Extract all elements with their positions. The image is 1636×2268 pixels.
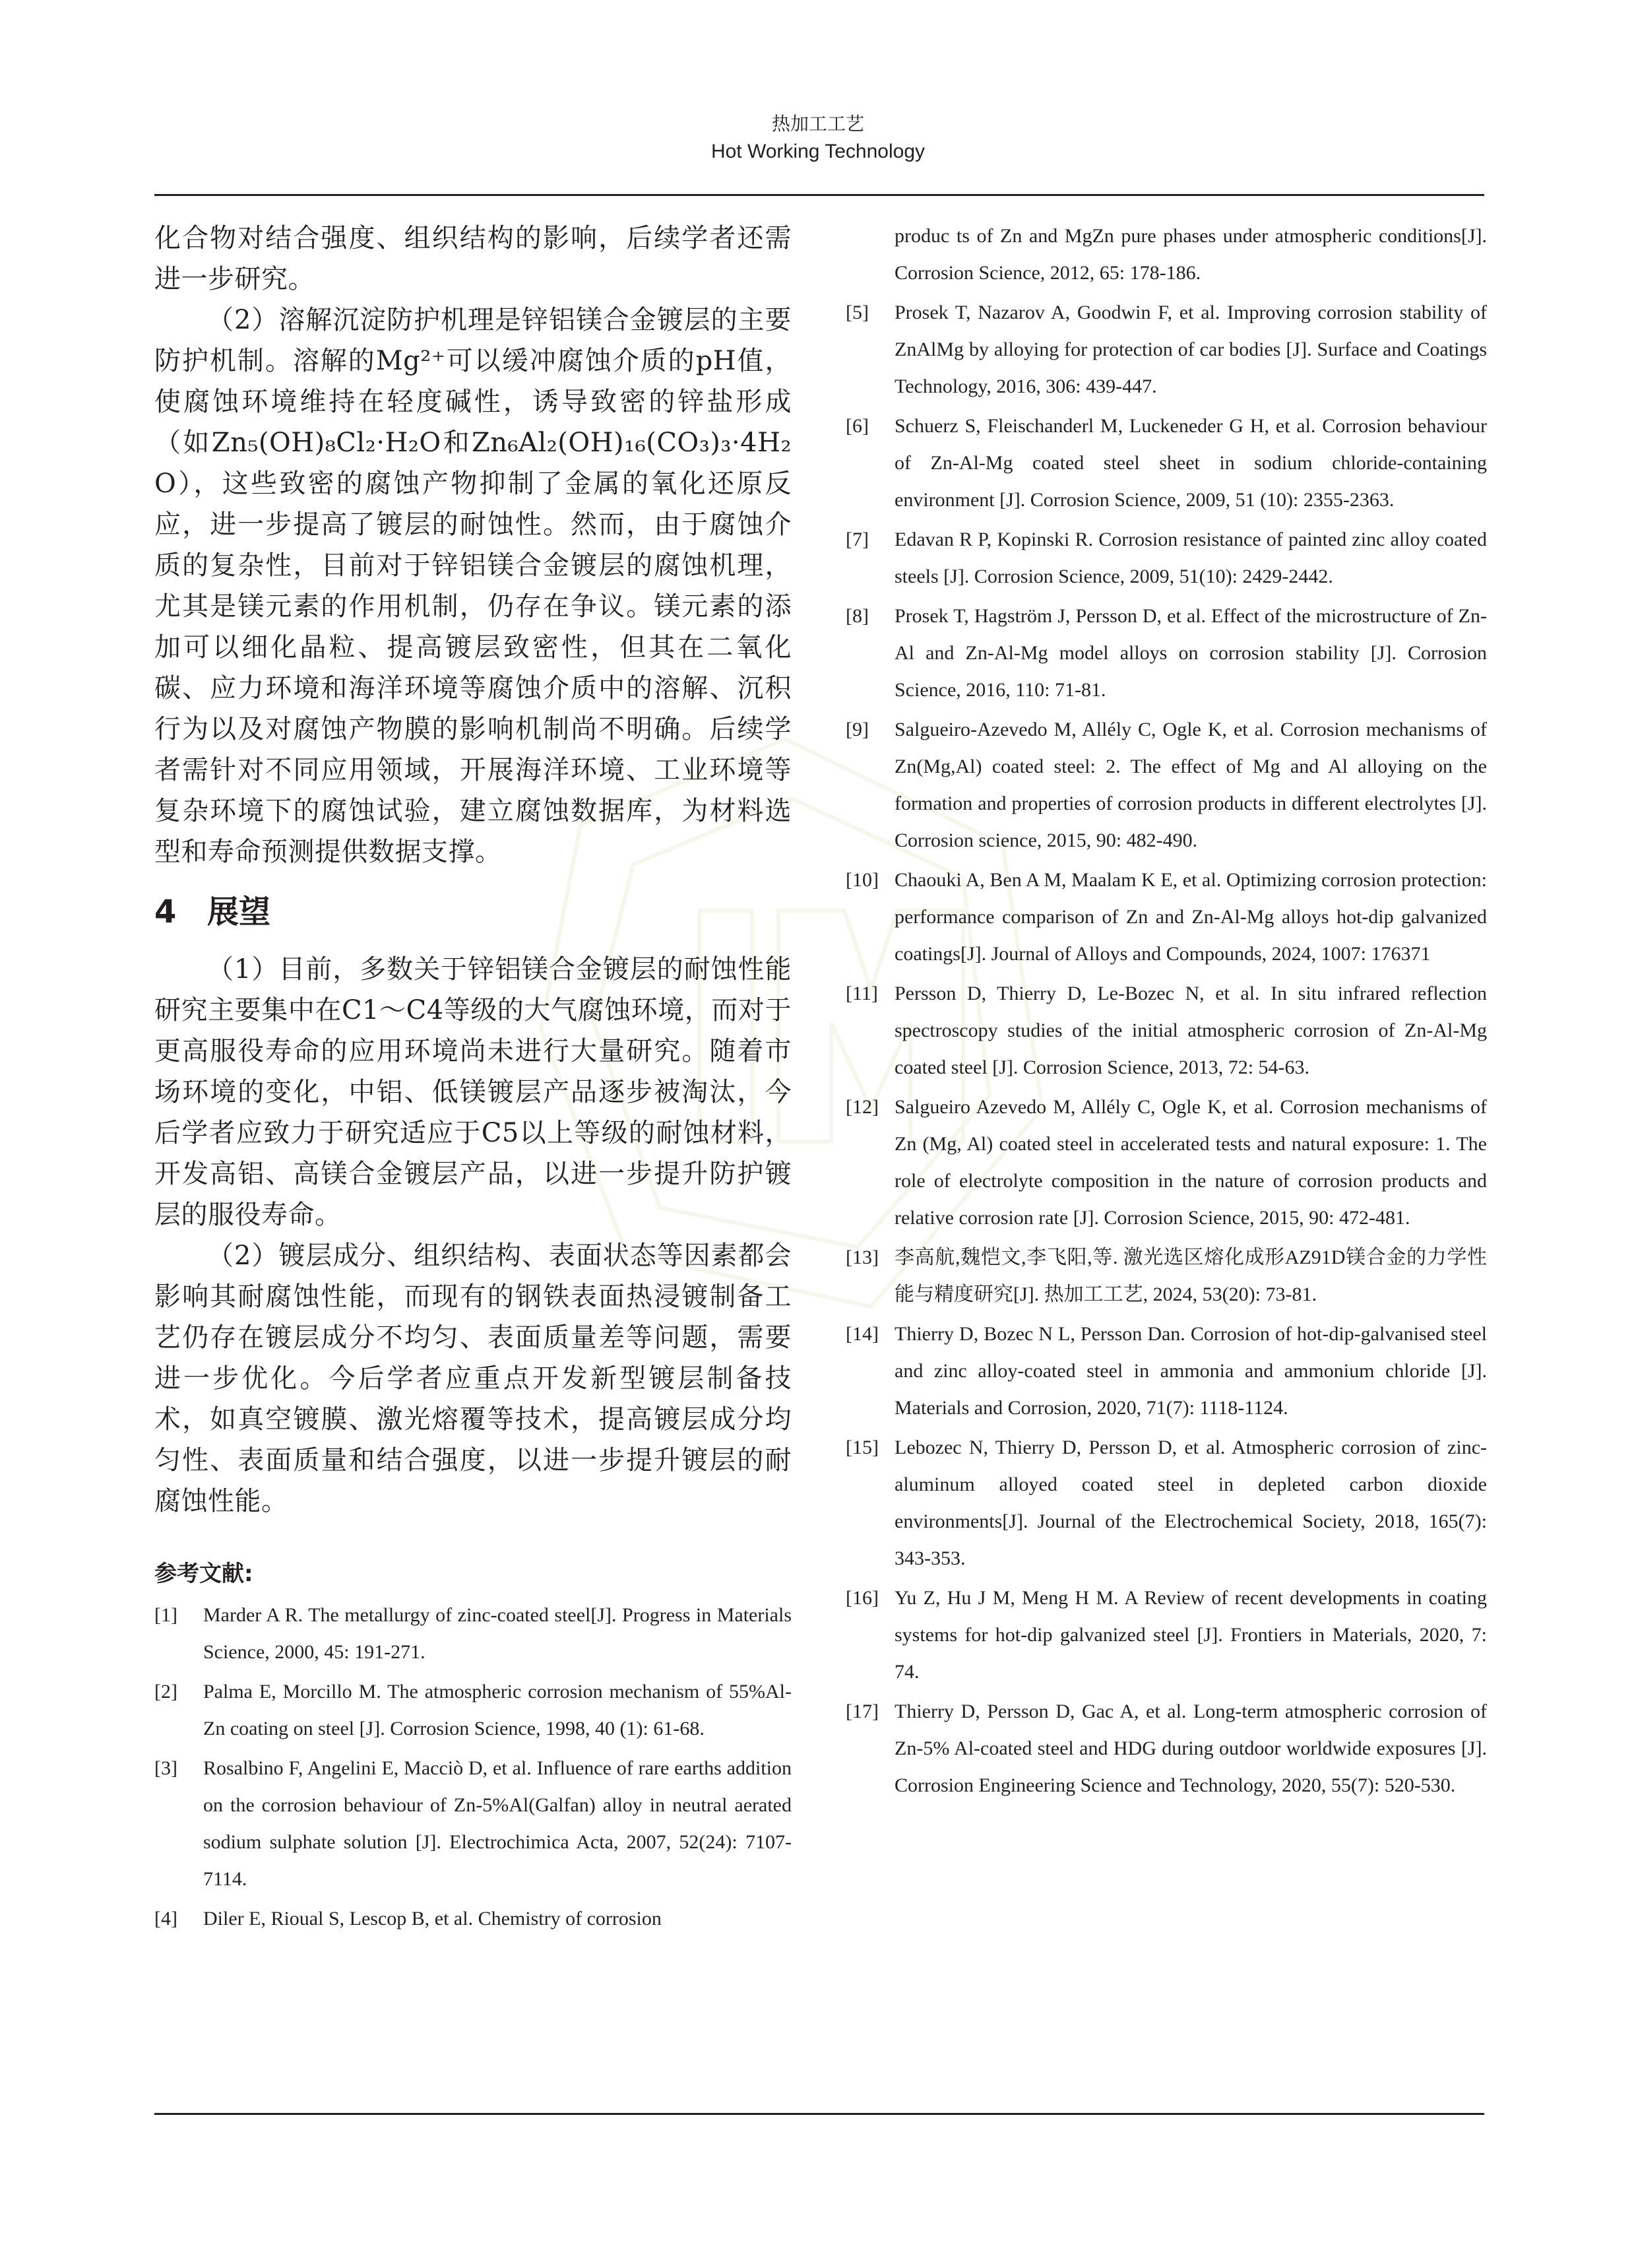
- reference-item: [14] Thierry D, Bozec N L, Persson Dan. Corrosion of hot-dip-galvanised steel and zinc alloy-coated steel in ammonia and ammonium chloride [J]. Materials and Corrosion, 2020, 71(7): 1118-1124.: [846, 1323, 1487, 1419]
- reference-item: [9] Salgueiro-Azevedo M, Allély C, Ogle K, et al. Corrosion mechanisms of Zn(Mg,Al) coated steel: 2. The effect of Mg and Al alloying on the formation and properties of corrosion products in different electrolytes [J]. Corrosion science, 2015, 90: 482-490.: [846, 719, 1487, 851]
- reference-item: [10] Chaouki A, Ben A M, Maalam K E, et al. Optimizing corrosion protection: performance comparison of Zn and Zn-Al-Mg alloys hot-dip galvanized coatings[J]. Journal of Alloys and Compounds, 2024, 1007: 176371: [846, 869, 1487, 965]
- reference-item: [4] Diler E, Rioual S, Lescop B, et al. Chemistry of corrosion: [154, 1908, 662, 1929]
- reference-item: [8] Prosek T, Hagström J, Persson D, et al. Effect of the microstructure of Zn-Al and Zn-Al-Mg model alloys on corrosion stability [J]. Corrosion Science, 2016, 110: 71-81.: [846, 605, 1487, 701]
- journal-title-en: Hot Working Technology: [710, 141, 926, 162]
- body-paragraph: （1）目前，多数关于锌铝镁合金镀层的耐蚀性能研究主要集中在C1～C4等级的大气腐蚀环境，而对于更高服役寿命的应用环境尚未进行大量研究。随着市场环境的变化，中铝、低镁镀层产品逐步被淘汰，今后学者应致力于研究适应于C5以上等级的耐蚀材料，开发高铝、高镁合金镀层产品，以进一步提升防护镀层的服役寿命。: [154, 954, 792, 1230]
- journal-title-cn: 热加工工艺: [771, 113, 864, 135]
- references-list: [846, 294, 1487, 1804]
- right-column: [846, 218, 1487, 1807]
- reference-item: [15] Lebozec N, Thierry D, Persson D, et al. Atmospheric corrosion of zinc-aluminum alloyed coated steel in depleted carbon dioxide environments[J]. Journal of the Electrochemical Society, 2018, 165(7): 343-353.: [846, 1437, 1487, 1569]
- reference-item: [17] Thierry D, Persson D, Gac A, et al. Long-term atmospheric corrosion of Zn-5% Al-coated steel and HDG during outdoor worldwide exposures [J]. Corrosion Engineering Science and Technology, 2020, 55(7): 520-530.: [846, 1701, 1487, 1796]
- reference-item: [7] Edavan R P, Kopinski R. Corrosion resistance of painted zinc alloy coated steels [J]. Corrosion Science, 2009, 51(10): 2429-2442.: [846, 529, 1487, 587]
- section-heading: [154, 888, 792, 936]
- section-title: 展望: [207, 893, 271, 930]
- left-column: [154, 218, 792, 1940]
- footer-rule: [154, 2113, 1484, 2115]
- body-paragraph: （2）镀层成分、组织结构、表面状态等因素都会影响其耐腐蚀性能，而现有的钢铁表面热浸镀制备工艺仍存在镀层成分不均匀、表面质量差等问题，需要进一步优化。今后学者应重点开发新型镀层制备技术，如真空镀膜、激光熔覆等技术，提高镀层成分均匀性、表面质量和结合强度，以进一步提升镀层的耐腐蚀性能。: [154, 1241, 792, 1516]
- reference-item: [5] Prosek T, Nazarov A, Goodwin F, et al. Improving corrosion stability of ZnAlMg by alloying for protection of car bodies [J]. Surface and Coatings Technology, 2016, 306: 439-447.: [846, 302, 1487, 397]
- reference-continuation: produc ts of Zn and MgZn pure phases under atmospheric conditions[J]. Corrosion Science, 2012, 65: 178-186.: [895, 225, 1487, 284]
- header-rule: [154, 194, 1484, 196]
- reference-item: [13] 李高航,魏恺文,李飞阳,等. 激光选区熔化成形AZ91D镁合金的力学性能与精度研究[J]. 热加工工艺, 2024, 53(20): 73-81.: [846, 1247, 1487, 1305]
- references-list: [154, 1597, 792, 1937]
- reference-item: [12] Salgueiro Azevedo M, Allély C, Ogle K, et al. Corrosion mechanisms of Zn (Mg, Al) coated steel in accelerated tests and natural exposure: 1. The role of electrolyte composition in the nature of corrosion products and relative corrosion rate [J]. Corrosion Science, 2015, 90: 472-481.: [846, 1096, 1487, 1229]
- body-paragraph: （2）溶解沉淀防护机理是锌铝镁合金镀层的主要防护机制。溶解的Mg²⁺可以缓冲腐蚀介质的pH值，使腐蚀环境维持在轻度碱性，诱导致密的锌盐形成（如Zn₅(OH)₈Cl₂·H₂O和Zn₆Al₂(OH)₁₆(CO₃)₃·4H₂O），这些致密的腐蚀产物抑制了金属的氧化还原反应，进一步提高了镀层的耐蚀性。然而，由于腐蚀介质的复杂性，目前对于锌铝镁合金镀层的腐蚀机理，尤其是镁元素的作用机制，仍存在争议。镁元素的添加可以细化晶粒、提高镀层致密性，但其在二氧化碳、应力环境和海洋环境等腐蚀介质中的溶解、沉积行为以及对腐蚀产物膜的影响机制尚不明确。后续学者需针对不同应用领域，开展海洋环境、工业环境等复杂环境下的腐蚀试验，建立腐蚀数据库，为材料选型和寿命预测提供数据支撑。: [154, 305, 792, 867]
- body-paragraph: 化合物对结合强度、组织结构的影响，后续学者还需进一步研究。: [154, 223, 792, 294]
- reference-item: [11] Persson D, Thierry D, Le-Bozec N, et al. In situ infrared reflection spectroscopy studies of the initial atmospheric corrosion of Zn-Al-Mg coated steel [J]. Corrosion Science, 2013, 72: 54-63.: [846, 983, 1487, 1078]
- reference-item: [2] Palma E, Morcillo M. The atmospheric corrosion mechanism of 55%Al-Zn coating on steel [J]. Corrosion Science, 1998, 40 (1): 61-68.: [154, 1681, 792, 1739]
- reference-item: [1] Marder A R. The metallurgy of zinc-coated steel[J]. Progress in Materials Science, 2000, 45: 191-271.: [154, 1604, 792, 1663]
- reference-item: [6] Schuerz S, Fleischanderl M, Luckeneder G H, et al. Corrosion behaviour of Zn-Al-Mg coated steel sheet in sodium chloride-containing environment [J]. Corrosion Science, 2009, 51 (10): 2355-2363.: [846, 415, 1487, 511]
- running-header: [0, 111, 1636, 166]
- reference-item: [16] Yu Z, Hu J M, Meng H M. A Review of recent developments in coating systems for hot-dip galvanized steel [J]. Frontiers in Materials, 2020, 7: 74.: [846, 1587, 1487, 1683]
- section-number: 4: [154, 893, 177, 930]
- reference-item: [3] Rosalbino F, Angelini E, Macciò D, et al. Influence of rare earths addition on the corrosion behaviour of Zn-5%Al(Galfan) alloy in neutral aerated sodium sulphate solution [J]. Electrochimica Acta, 2007, 52(24): 7107-7114.: [154, 1757, 792, 1890]
- references-heading: 参考文献:: [154, 1561, 253, 1587]
